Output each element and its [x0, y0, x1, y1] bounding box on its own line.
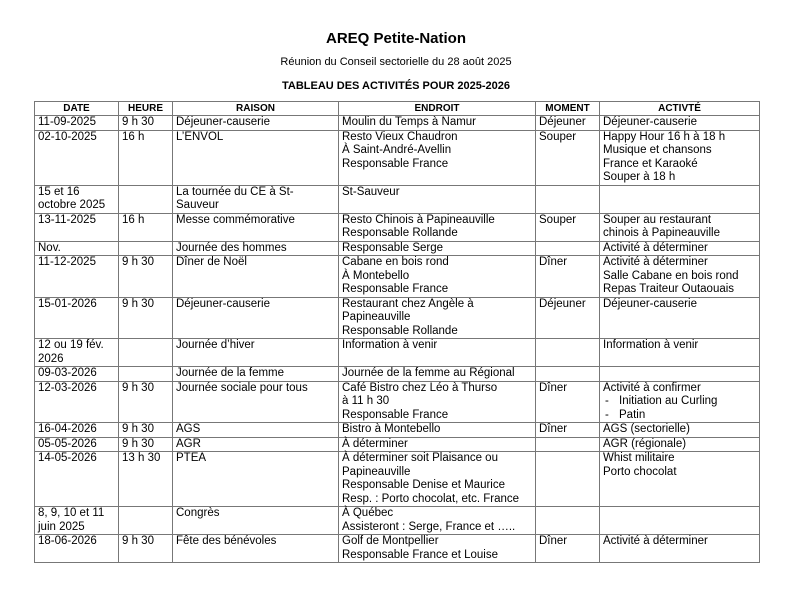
- cell-activite: [600, 116, 760, 131]
- cell-activite: [600, 297, 760, 339]
- cell-date-text: 8, 9, 10 et 11 juin 2025: [38, 507, 105, 533]
- cell-raison: [173, 367, 339, 382]
- document-title: AREQ Petite-Nation: [325, 30, 466, 47]
- cell-activite: [600, 367, 760, 382]
- cell-raison-text: Messe commémorative: [176, 213, 295, 226]
- table-row: [35, 241, 760, 256]
- cell-date-text: 11-09-2025: [38, 116, 96, 128]
- cell-heure-text: 9 h 30: [122, 381, 154, 394]
- cell-endroit-line: Cabane en bois rond: [342, 256, 449, 268]
- cell-activite-line: Déjeuner-causerie: [603, 116, 697, 128]
- table-row: [35, 381, 760, 423]
- cell-raison-text: Fête des bénévoles: [176, 535, 277, 547]
- cell-endroit-line: À Montebello: [342, 269, 410, 282]
- cell-raison: [173, 297, 339, 339]
- cell-date-text: 18-06-2026: [38, 535, 97, 547]
- cell-raison-text: Journée des hommes: [176, 241, 287, 254]
- activities-table: [34, 101, 760, 563]
- table-row: [35, 507, 760, 535]
- cell-raison-text: Déjeuner-causerie: [176, 116, 270, 128]
- cell-date-text: 15-01-2026: [38, 297, 97, 310]
- cell-endroit-line: Journée de la femme au Régional: [342, 367, 515, 379]
- cell-endroit-line: À Québec: [342, 507, 394, 519]
- cell-activite-line: Activité à déterminer: [603, 256, 708, 268]
- table-heading: TABLEAU DES ACTIVITÉS POUR 2025-2026: [281, 80, 510, 92]
- cell-endroit: [339, 241, 536, 256]
- cell-activite: [600, 130, 760, 185]
- cell-endroit-line: Responsable France: [342, 283, 449, 295]
- cell-activite-line: Activité à confirmer: [603, 381, 701, 394]
- cell-endroit: [339, 535, 536, 563]
- cell-date: [35, 367, 119, 382]
- cell-date: [35, 423, 119, 438]
- table-row: [35, 116, 760, 131]
- header-raison: RAISON: [173, 102, 339, 116]
- header-endroit: ENDROIT: [339, 102, 536, 116]
- cell-raison-text: Dîner de Noël: [176, 256, 247, 268]
- cell-date: [35, 339, 119, 367]
- cell-raison-text: Journée d’hiver: [176, 339, 255, 351]
- cell-raison-text: PTEA: [176, 452, 207, 464]
- cell-moment-text: Dîner: [539, 423, 568, 435]
- cell-heure-text: 9 h 30: [122, 116, 154, 128]
- cell-heure: [119, 256, 173, 298]
- cell-raison: [173, 437, 339, 452]
- cell-activite-line: Souper à 18 h: [603, 171, 676, 183]
- cell-endroit: [339, 130, 536, 185]
- cell-raison-text: Déjeuner-causerie: [176, 297, 270, 310]
- cell-moment: [536, 367, 600, 382]
- cell-activite-line: Porto chocolat: [603, 465, 677, 478]
- cell-heure-text: 9 h 30: [122, 256, 154, 268]
- cell-endroit-line: Responsable France: [342, 157, 449, 170]
- table-row: [35, 339, 760, 367]
- cell-raison-text: Journée de la femme: [176, 367, 285, 379]
- cell-moment: [536, 130, 600, 185]
- cell-activite: [600, 507, 760, 535]
- cell-endroit-line: Resp. : Porto chocolat, etc. France: [342, 492, 520, 505]
- cell-raison: [173, 256, 339, 298]
- cell-endroit: [339, 213, 536, 241]
- cell-endroit-line: Restaurant chez Angèle à: [342, 297, 474, 310]
- cell-moment-text: Dîner: [539, 256, 568, 268]
- cell-date: [35, 452, 119, 507]
- cell-heure: [119, 116, 173, 131]
- cell-heure: [119, 507, 173, 535]
- table-row: [35, 185, 760, 213]
- cell-date-text: 15 et 16 octobre 2025: [38, 185, 106, 211]
- table-row: [35, 256, 760, 298]
- cell-endroit-line: Responsable France et Louise: [342, 548, 498, 561]
- header-row: [35, 102, 760, 116]
- cell-date: [35, 130, 119, 185]
- cell-endroit: [339, 339, 536, 367]
- cell-date: [35, 381, 119, 423]
- cell-heure: [119, 213, 173, 241]
- cell-endroit-line: Resto Chinois à Papineauville: [342, 213, 495, 226]
- cell-date: [35, 185, 119, 213]
- cell-raison-text: Journée sociale pour tous: [176, 381, 308, 394]
- bullet-text: Initiation au Curling: [619, 395, 718, 407]
- cell-activite-line: Happy Hour 16 h à 18 h: [603, 130, 726, 143]
- cell-raison: [173, 535, 339, 563]
- cell-activite: [600, 423, 760, 438]
- cell-endroit-line: Information à venir: [342, 339, 438, 351]
- cell-date-text: 05-05-2026: [38, 437, 97, 450]
- cell-endroit: [339, 507, 536, 535]
- cell-moment: [536, 535, 600, 563]
- cell-moment: [536, 213, 600, 241]
- cell-moment: [536, 437, 600, 452]
- cell-endroit-line: Papineauville: [342, 311, 411, 323]
- cell-moment: [536, 241, 600, 256]
- cell-heure: [119, 297, 173, 339]
- cell-activite-line: Activité à déterminer: [603, 241, 708, 254]
- cell-activite: [600, 256, 760, 298]
- cell-endroit-line: à 11 h 30: [342, 395, 390, 407]
- table-row: [35, 130, 760, 185]
- cell-moment: [536, 507, 600, 535]
- cell-date-text: Nov.: [38, 241, 61, 254]
- cell-heure: [119, 452, 173, 507]
- cell-heure-text: 9 h 30: [122, 437, 154, 450]
- table-row: [35, 367, 760, 382]
- cell-endroit: [339, 256, 536, 298]
- cell-endroit: [339, 116, 536, 131]
- cell-raison: [173, 241, 339, 256]
- cell-heure: [119, 339, 173, 367]
- cell-date-text: 09-03-2026: [38, 367, 97, 379]
- cell-heure: [119, 130, 173, 185]
- table-row: [35, 452, 760, 507]
- cell-activite: [600, 381, 760, 423]
- cell-endroit-line: Responsable France: [342, 408, 449, 421]
- cell-date: [35, 256, 119, 298]
- cell-moment: [536, 116, 600, 131]
- cell-endroit-line: Assisteront : Serge, France et …..: [342, 520, 516, 533]
- cell-date-text: 16-04-2026: [38, 423, 97, 435]
- cell-endroit-line: Resto Vieux Chaudron: [342, 130, 458, 143]
- table-row: [35, 423, 760, 438]
- cell-raison: [173, 423, 339, 438]
- cell-date-text: 11-12-2025: [38, 256, 96, 268]
- cell-raison: [173, 381, 339, 423]
- cell-moment: [536, 256, 600, 298]
- cell-heure-text: 9 h 30: [122, 535, 154, 547]
- cell-date-text: 12 ou 19 fév. 2026: [38, 339, 104, 365]
- cell-date-text: 14-05-2026: [38, 452, 97, 464]
- cell-endroit-line: Bistro à Montebello: [342, 423, 441, 435]
- header-activite: ACTIVTÉ: [600, 102, 760, 116]
- cell-heure: [119, 241, 173, 256]
- cell-moment-text: Souper: [539, 130, 577, 143]
- cell-heure: [119, 381, 173, 423]
- cell-activite: [600, 241, 760, 256]
- cell-activite: [600, 535, 760, 563]
- cell-moment-text: Souper: [539, 213, 577, 226]
- cell-raison-text: L’ENVOL: [176, 130, 224, 143]
- cell-heure: [119, 535, 173, 563]
- cell-heure-text: 13 h 30: [122, 452, 161, 464]
- cell-moment-text: Dîner: [539, 535, 568, 547]
- cell-moment: [536, 452, 600, 507]
- cell-raison: [173, 339, 339, 367]
- cell-endroit: [339, 423, 536, 438]
- cell-date-text: 12-03-2026: [38, 381, 97, 394]
- cell-heure-text: 9 h 30: [122, 423, 154, 435]
- cell-heure: [119, 367, 173, 382]
- cell-activite-line: AGR (régionale): [603, 437, 687, 450]
- cell-endroit-line: St-Sauveur: [342, 185, 400, 198]
- cell-date: [35, 213, 119, 241]
- cell-endroit-line: À déterminer soit Plaisance ou: [342, 452, 498, 464]
- cell-activite-line: Activité à déterminer: [603, 535, 708, 547]
- cell-endroit-line: Papineauville: [342, 465, 411, 478]
- header-date: DATE: [35, 102, 119, 116]
- cell-endroit: [339, 381, 536, 423]
- cell-moment-text: Dîner: [539, 381, 568, 394]
- cell-moment: [536, 297, 600, 339]
- cell-activite-line: Salle Cabane en bois rond: [603, 269, 739, 282]
- cell-activite: [600, 213, 760, 241]
- activity-bullet-item: [603, 395, 756, 409]
- cell-moment: [536, 339, 600, 367]
- cell-activite-line: France et Karaoké: [603, 157, 698, 170]
- bullet-dash: -: [605, 408, 609, 421]
- cell-date: [35, 507, 119, 535]
- cell-endroit: [339, 437, 536, 452]
- bullet-dash: -: [605, 395, 609, 407]
- cell-raison: [173, 130, 339, 185]
- cell-moment: [536, 185, 600, 213]
- cell-endroit-line: Responsable Denise et Maurice: [342, 479, 506, 491]
- header-moment: MOMENT: [536, 102, 600, 116]
- cell-raison-text: AGR: [176, 437, 201, 450]
- cell-raison: [173, 452, 339, 507]
- header-heure: HEURE: [119, 102, 173, 116]
- cell-heure: [119, 437, 173, 452]
- cell-heure-text: 16 h: [122, 213, 145, 226]
- table-body: [35, 116, 760, 563]
- cell-endroit-line: Responsable Serge: [342, 241, 444, 254]
- cell-date: [35, 241, 119, 256]
- cell-moment-text: Déjeuner: [539, 116, 586, 128]
- cell-activite-line: AGS (sectorielle): [603, 423, 690, 435]
- cell-date-text: 02-10-2025: [38, 130, 97, 143]
- cell-activite-line: Repas Traiteur Outaouais: [603, 283, 735, 295]
- cell-moment: [536, 423, 600, 438]
- cell-endroit: [339, 297, 536, 339]
- cell-endroit: [339, 452, 536, 507]
- cell-heure-text: 16 h: [122, 130, 145, 143]
- table-header: [35, 102, 760, 116]
- bullet-text: Patin: [619, 408, 646, 421]
- cell-heure: [119, 423, 173, 438]
- cell-heure-text: 9 h 30: [122, 297, 154, 310]
- cell-activite-line: Information à venir: [603, 339, 699, 351]
- table-row: [35, 213, 760, 241]
- cell-date: [35, 535, 119, 563]
- cell-activite: [600, 339, 760, 367]
- cell-endroit-line: Responsable Rollande: [342, 227, 458, 239]
- cell-raison: [173, 213, 339, 241]
- cell-endroit-line: À déterminer: [342, 437, 408, 450]
- activity-bullet-item: [603, 409, 756, 423]
- cell-date: [35, 116, 119, 131]
- cell-endroit-line: Café Bistro chez Léo à Thurso: [342, 381, 498, 394]
- cell-activite-line: Déjeuner-causerie: [603, 297, 697, 310]
- document-subtitle: Réunion du Conseil sectorielle du 28 août 2025: [280, 56, 512, 68]
- cell-activite: [600, 452, 760, 507]
- cell-raison-text: La tournée du CE à St-Sauveur: [176, 185, 294, 211]
- cell-heure: [119, 185, 173, 213]
- cell-activite: [600, 437, 760, 452]
- cell-moment-text: Déjeuner: [539, 297, 586, 310]
- cell-raison-text: Congrès: [176, 507, 220, 519]
- cell-date: [35, 297, 119, 339]
- cell-endroit-line: Golf de Montpellier: [342, 535, 439, 547]
- cell-raison: [173, 185, 339, 213]
- cell-endroit-line: Responsable Rollande: [342, 324, 458, 337]
- cell-activite: [600, 185, 760, 213]
- cell-activite-line: chinois à Papineauville: [603, 227, 720, 239]
- cell-activite-line: Musique et chansons: [603, 144, 712, 156]
- cell-raison: [173, 116, 339, 131]
- cell-activite-line: Souper au restaurant: [603, 213, 712, 226]
- cell-date-text: 13-11-2025: [38, 213, 96, 226]
- cell-moment: [536, 381, 600, 423]
- cell-endroit: [339, 185, 536, 213]
- cell-endroit-line: Moulin du Temps à Namur: [342, 116, 477, 128]
- cell-activite-line: Whist militaire: [603, 452, 675, 464]
- cell-raison-text: AGS: [176, 423, 201, 435]
- cell-endroit-line: À Saint-André-Avellin: [342, 144, 452, 156]
- table-row: [35, 297, 760, 339]
- cell-raison: [173, 507, 339, 535]
- table-row: [35, 437, 760, 452]
- table-row: [35, 535, 760, 563]
- cell-endroit: [339, 367, 536, 382]
- cell-date: [35, 437, 119, 452]
